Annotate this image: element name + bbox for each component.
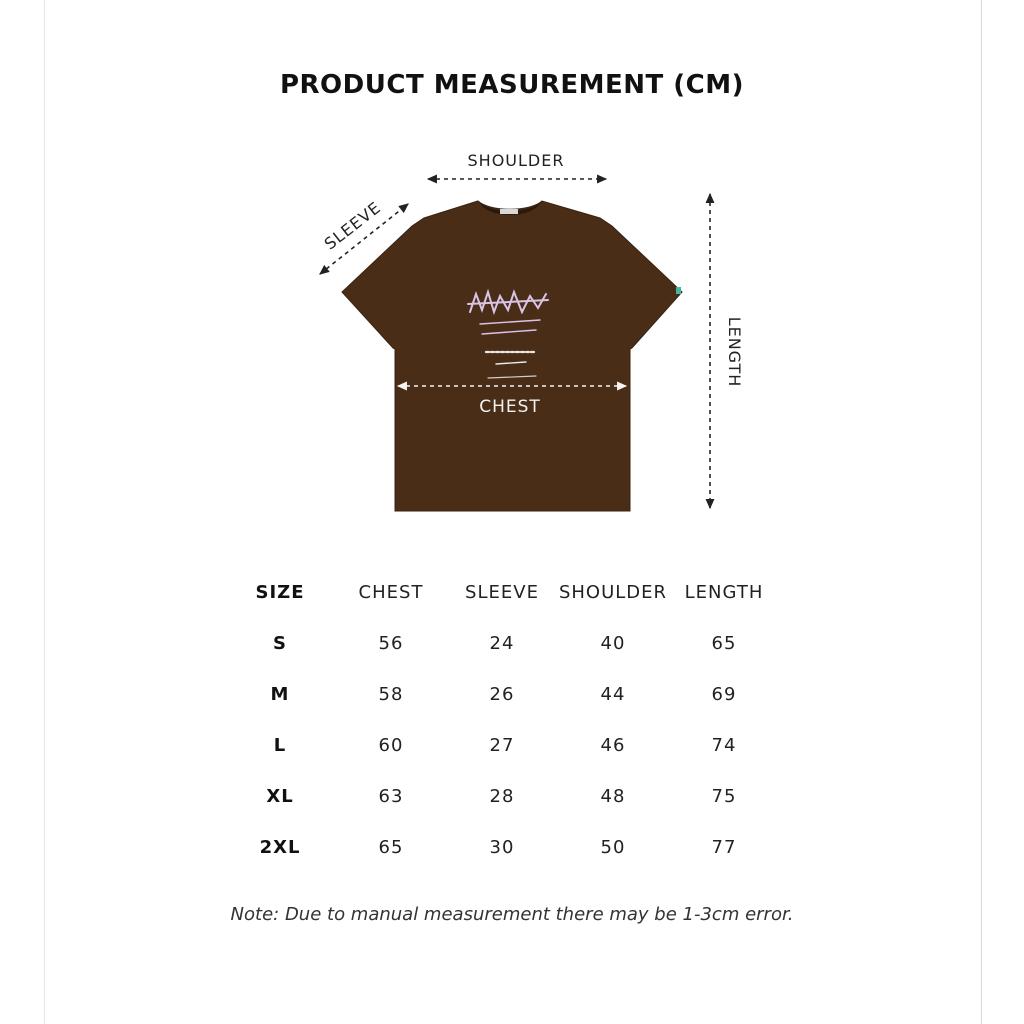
chest-label: CHEST xyxy=(479,397,541,417)
table-row xyxy=(0,786,1024,826)
sleeve-label: SLEEVE xyxy=(320,197,385,254)
length-cell: 69 xyxy=(711,684,737,705)
size-cell: L xyxy=(273,735,287,756)
shoulder-cell: 40 xyxy=(600,633,626,654)
table-row xyxy=(0,735,1024,775)
header-sleeve: SLEEVE xyxy=(465,582,539,603)
sleeve-cell: 28 xyxy=(489,786,515,807)
header-length: LENGTH xyxy=(684,582,764,603)
page-title: PRODUCT MEASUREMENT (CM) xyxy=(279,70,745,100)
chest-cell: 60 xyxy=(378,735,404,756)
shoulder-cell: 46 xyxy=(600,735,626,756)
sleeve-cell: 26 xyxy=(489,684,515,705)
length-cell: 77 xyxy=(711,837,737,858)
shoulder-cell: 44 xyxy=(600,684,626,705)
tshirt-shape xyxy=(342,201,682,511)
length-cell: 75 xyxy=(711,786,737,807)
chest-cell: 58 xyxy=(378,684,404,705)
chest-cell: 65 xyxy=(378,837,404,858)
shoulder-cell: 50 xyxy=(600,837,626,858)
length-label: LENGTH xyxy=(725,316,744,388)
size-cell: S xyxy=(273,633,287,654)
length-cell: 65 xyxy=(711,633,737,654)
size-cell: 2XL xyxy=(259,837,301,858)
chest-cell: 56 xyxy=(378,633,404,654)
table-row xyxy=(0,633,1024,673)
table-row xyxy=(0,837,1024,877)
size-cell: XL xyxy=(266,786,294,807)
chest-cell: 63 xyxy=(378,786,404,807)
header-size: SIZE xyxy=(255,582,305,603)
header-chest: CHEST xyxy=(358,582,424,603)
measurement-note: Note: Due to manual measurement there may be 1-3cm error. xyxy=(230,904,794,925)
table-row xyxy=(0,684,1024,724)
neck-tag xyxy=(500,209,518,214)
shoulder-label: SHOULDER xyxy=(467,151,565,170)
sleeve-tag xyxy=(676,287,681,294)
table-header-row xyxy=(0,582,1024,622)
shoulder-cell: 48 xyxy=(600,786,626,807)
header-shoulder: SHOULDER xyxy=(558,582,668,603)
size-cell: M xyxy=(270,684,290,705)
length-cell: 74 xyxy=(711,735,737,756)
sleeve-cell: 24 xyxy=(489,633,515,654)
sleeve-cell: 27 xyxy=(489,735,515,756)
sleeve-cell: 30 xyxy=(489,837,515,858)
